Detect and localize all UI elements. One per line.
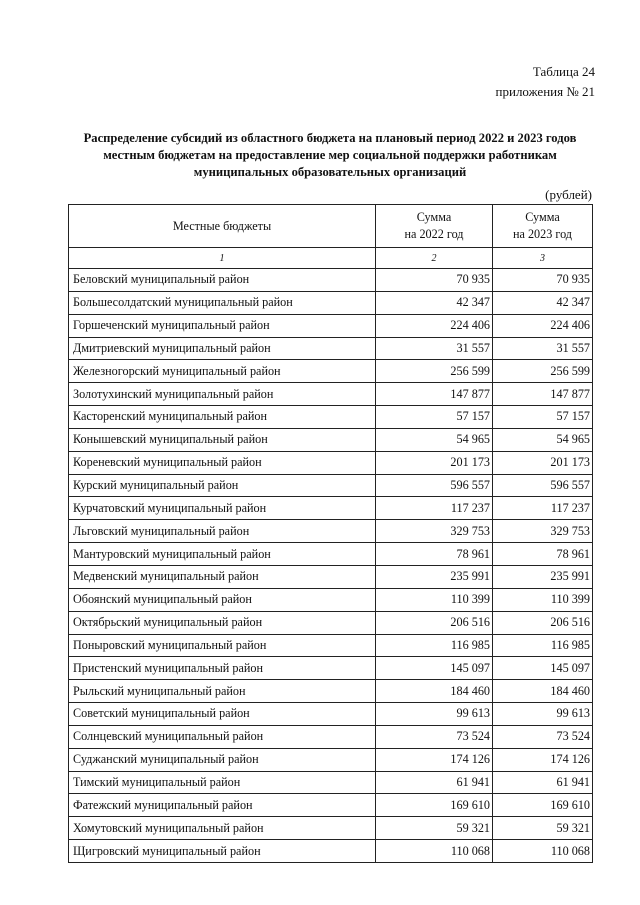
document-title: [60, 130, 600, 181]
table-row: [69, 817, 593, 840]
amount-2023-cell: 256 599: [493, 360, 593, 383]
col-header-2022-line1: Сумма: [416, 210, 452, 224]
amount-2022-cell: 70 935: [376, 269, 493, 292]
amount-2023-cell: 169 610: [493, 794, 593, 817]
amount-2022-cell: 169 610: [376, 794, 493, 817]
table-row: [69, 748, 593, 771]
amount-2023-cell: 174 126: [493, 748, 593, 771]
district-name-cell: Золотухинский муниципальный район: [69, 383, 376, 406]
amount-2022-cell: 54 965: [376, 428, 493, 451]
amount-2022-cell: 116 985: [376, 634, 493, 657]
amount-2023-cell: 117 237: [493, 497, 593, 520]
amount-2022-cell: 145 097: [376, 657, 493, 680]
district-name-cell: Рыльский муниципальный район: [69, 680, 376, 703]
amount-2023-cell: 596 557: [493, 474, 593, 497]
table-row: [69, 565, 593, 588]
amount-2022-cell: 235 991: [376, 565, 493, 588]
table-row: [69, 703, 593, 726]
district-name-cell: Мантуровский муниципальный район: [69, 543, 376, 566]
district-name-cell: Большесолдатский муниципальный район: [69, 291, 376, 314]
column-number-row: [69, 248, 593, 269]
amount-2022-cell: 147 877: [376, 383, 493, 406]
table-row: [69, 269, 593, 292]
table-row: [69, 840, 593, 863]
col-header-2022-line2: на 2022 год: [404, 227, 464, 241]
table-row: [69, 451, 593, 474]
district-name-cell: Хомутовский муниципальный район: [69, 817, 376, 840]
amount-2023-cell: 78 961: [493, 543, 593, 566]
district-name-cell: Курский муниципальный район: [69, 474, 376, 497]
amount-2023-cell: 184 460: [493, 680, 593, 703]
table-row: [69, 428, 593, 451]
amount-2023-cell: 99 613: [493, 703, 593, 726]
amount-2023-cell: 70 935: [493, 269, 593, 292]
table-row: [69, 383, 593, 406]
district-name-cell: Солнцевский муниципальный район: [69, 725, 376, 748]
district-name-cell: Медвенский муниципальный район: [69, 565, 376, 588]
amount-2023-cell: 73 524: [493, 725, 593, 748]
amount-2023-cell: 224 406: [493, 314, 593, 337]
col-number: 2: [376, 248, 493, 269]
col-header-2023-line2: на 2023 год: [512, 227, 573, 241]
col-header-budgets: [69, 205, 376, 248]
amount-2022-cell: 110 068: [376, 840, 493, 863]
amount-2023-cell: 59 321: [493, 817, 593, 840]
units-label: (рублей): [545, 187, 592, 202]
table-row: [69, 771, 593, 794]
district-name-cell: Фатежский муниципальный район: [69, 794, 376, 817]
amount-2022-cell: 110 399: [376, 588, 493, 611]
col-header-2023: [493, 205, 593, 248]
amount-2023-cell: 147 877: [493, 383, 593, 406]
amount-2023-cell: 235 991: [493, 565, 593, 588]
col-header-2022: [376, 205, 493, 248]
amount-2022-cell: 224 406: [376, 314, 493, 337]
table-row: [69, 794, 593, 817]
amount-2023-cell: 61 941: [493, 771, 593, 794]
table-row: [69, 657, 593, 680]
amount-2023-cell: 206 516: [493, 611, 593, 634]
district-name-cell: Касторенский муниципальный район: [69, 406, 376, 429]
header-row: [69, 205, 593, 248]
amount-2023-cell: 145 097: [493, 657, 593, 680]
table-row: [69, 497, 593, 520]
amount-2022-cell: 201 173: [376, 451, 493, 474]
amount-2023-cell: 110 399: [493, 588, 593, 611]
table-row: [69, 474, 593, 497]
table-row: [69, 543, 593, 566]
table-row: [69, 725, 593, 748]
title-line: местным бюджетам на предоставление мер социальной поддержки работникам: [103, 148, 557, 162]
district-name-cell: Суджанский муниципальный район: [69, 748, 376, 771]
table-row: [69, 611, 593, 634]
col-header-budgets-text: Местные бюджеты: [172, 218, 272, 233]
district-name-cell: Льговский муниципальный район: [69, 520, 376, 543]
amount-2023-cell: 42 347: [493, 291, 593, 314]
district-name-cell: Беловский муниципальный район: [69, 269, 376, 292]
table-row: [69, 634, 593, 657]
table-row: [69, 337, 593, 360]
title-line: Распределение субсидий из областного бюджета на плановый период 2022 и 2023 годов: [83, 131, 577, 145]
amount-2022-cell: 78 961: [376, 543, 493, 566]
col-header-2023-line1: Сумма: [525, 210, 560, 224]
table-row: [69, 360, 593, 383]
amount-2023-cell: 201 173: [493, 451, 593, 474]
table-row: [69, 406, 593, 429]
amount-2022-cell: 184 460: [376, 680, 493, 703]
table-row: [69, 588, 593, 611]
amount-2023-cell: 116 985: [493, 634, 593, 657]
amount-2022-cell: 174 126: [376, 748, 493, 771]
table-row: [69, 680, 593, 703]
district-name-cell: Щигровский муниципальный район: [69, 840, 376, 863]
district-name-cell: Обоянский муниципальный район: [69, 588, 376, 611]
title-line: муниципальных образовательных организаций: [193, 165, 467, 179]
district-name-cell: Кореневский муниципальный район: [69, 451, 376, 474]
amount-2023-cell: 329 753: [493, 520, 593, 543]
subsidy-table: [68, 204, 593, 863]
table-row: [69, 291, 593, 314]
amount-2022-cell: 59 321: [376, 817, 493, 840]
amount-2022-cell: 61 941: [376, 771, 493, 794]
district-name-cell: Курчатовский муниципальный район: [69, 497, 376, 520]
amount-2022-cell: 31 557: [376, 337, 493, 360]
amount-2023-cell: 54 965: [493, 428, 593, 451]
amount-2023-cell: 57 157: [493, 406, 593, 429]
amount-2023-cell: 110 068: [493, 840, 593, 863]
district-name-cell: Конышевский муниципальный район: [69, 428, 376, 451]
col-number: 1: [69, 248, 376, 269]
district-name-cell: Октябрьский муниципальный район: [69, 611, 376, 634]
table-reference: Таблица 24: [532, 64, 595, 79]
district-name-cell: Тимский муниципальный район: [69, 771, 376, 794]
amount-2022-cell: 206 516: [376, 611, 493, 634]
amount-2022-cell: 329 753: [376, 520, 493, 543]
amount-2022-cell: 57 157: [376, 406, 493, 429]
district-name-cell: Поныровский муниципальный район: [69, 634, 376, 657]
table-row: [69, 520, 593, 543]
amount-2023-cell: 31 557: [493, 337, 593, 360]
district-name-cell: Железногорский муниципальный район: [69, 360, 376, 383]
appendix-reference: приложения № 21: [495, 84, 595, 99]
amount-2022-cell: 596 557: [376, 474, 493, 497]
table-body: [69, 269, 593, 863]
amount-2022-cell: 117 237: [376, 497, 493, 520]
district-name-cell: Пристенский муниципальный район: [69, 657, 376, 680]
district-name-cell: Советский муниципальный район: [69, 703, 376, 726]
amount-2022-cell: 42 347: [376, 291, 493, 314]
col-number: 3: [493, 248, 593, 269]
district-name-cell: Дмитриевский муниципальный район: [69, 337, 376, 360]
amount-2022-cell: 73 524: [376, 725, 493, 748]
table-row: [69, 314, 593, 337]
amount-2022-cell: 256 599: [376, 360, 493, 383]
district-name-cell: Горшеченский муниципальный район: [69, 314, 376, 337]
amount-2022-cell: 99 613: [376, 703, 493, 726]
